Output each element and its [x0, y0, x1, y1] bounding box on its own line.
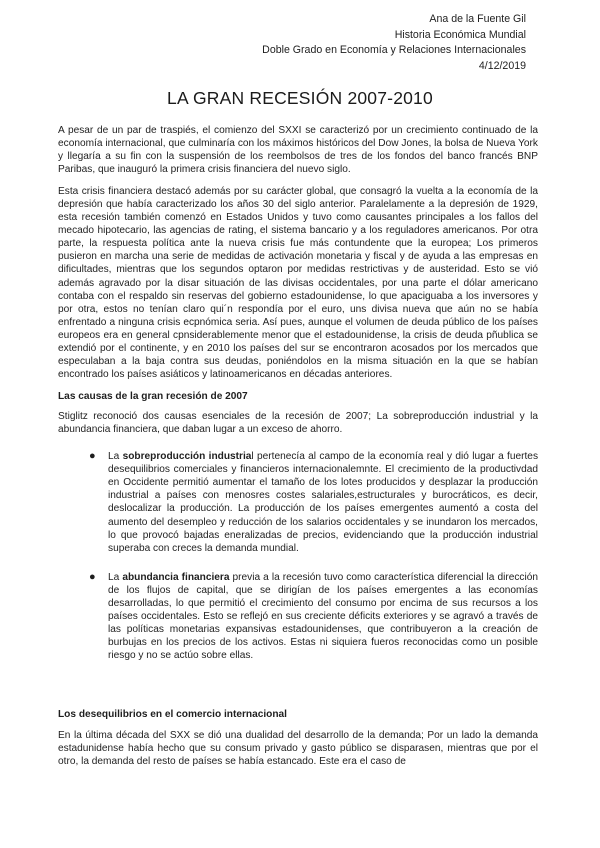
- list-item-text: l pertenecía al campo de la economía real y dió lugar a fuertes desequilibrios comerciales y financieros internacionalemnte. El crecimiento de la productivdad en Occidente permitió aumentar el tamaño de los lotes producidos y desplazar la producción industrial a países con menosres costes salariales,estructurales y burocráticos, es decir, deslocalizar la producción. La producción de los países emergentes aumentó a costa del aumento del desempleo y reducción de los salarios occidentales y se inundaron los mercados, lo que provocó bajadas eneralizadas de precios, evidenciando que la producción industrial superaba con creces la demanda mundial.: [108, 451, 539, 554]
- bullet-icon: ●: [89, 570, 96, 583]
- paragraph-demand-duality: En la última década del SXX se dió una dualidad del desarrollo de la demanda; Por un lado la demanda estadunidense había hecho que su consum privado y gasto público se disparasen, mientras que por el otro, la demanda del resto de países se había estancado. Este era el caso de: [58, 729, 538, 767]
- section-heading-causes: Las causas de la gran recesión de 2007: [58, 390, 248, 402]
- list-item-overproduction: [89, 450, 539, 555]
- causes-list: [58, 450, 538, 662]
- list-item-prefix: La: [108, 571, 123, 583]
- course-name: Historia Económica Mundial: [394, 28, 526, 41]
- paragraph-stiglitz: Stiglitz reconoció dos causas esenciales de la recesión de 2007; La sobreproducción industrial y la abundancia financiera, que daban lugar a un exceso de ahorro.: [58, 410, 538, 435]
- document-title: LA GRAN RECESIÓN 2007-2010: [167, 88, 433, 108]
- spacer: [58, 678, 538, 702]
- degree-name: Doble Grado en Economía y Relaciones Internacionales: [262, 44, 526, 56]
- list-item-text: previa a la recesión tuvo como característica diferencial la dirección de los flujos de capital, que se dirigían de los países emergentes a las economías desarrolladas, lo que permitió el crecimiento del consumo por encima de sus recursos a los países occidentales. Esto se reflejó en sus creciente déficits exteriores y se agravó a través de las políticas monetarias expansivas estadounidenses, que contribuyeron a la creación de burbujas en los precios de los activos. Estas ni siquiera fueros reconocidas como un posible riesgo y no se actúo sobre ellas.: [108, 571, 539, 662]
- paragraph-intro: A pesar de un par de traspiés, el comienzo del SXXI se caracterizó por un crecimiento continuado de la economía internacional, que culminaría con los máximos históricos del Dow Jones, la bolsa de Nueva York y llegaría a su fin con la suspensión de los reembolsos de tres de los fondos del banco francés BNP Paribas, que inauguró la primera crisis financiera del nuevo siglo.: [58, 125, 538, 176]
- document-header: [262, 12, 526, 74]
- author-name: Ana de la Fuente Gil: [429, 13, 526, 25]
- document-date: 4/12/2019: [478, 59, 526, 72]
- list-item-financial-abundance: [89, 570, 539, 663]
- list-item-prefix: La: [108, 451, 123, 463]
- bullet-icon: ●: [89, 450, 96, 463]
- paragraph-global-crisis: Esta crisis financiera destacó además por su carácter global, que consagró la vuelta a la economía de la depresión que había caracterizado los años 30 del siglo anterior. Paralelamente a la depresión de 1929, esta recesión también comenzó en Estados Unidos y tuvo como causantes principales a los fallos del mecado hipotecario, las agencias de rating, el sistema bancario y a los reguladores americanos. Por otra parte, la respuesta política ante la nueva crisis fue más contundente que la europea; Los primeros pusieron en marcha una serie de medidas de activación monetaria y fiscal y de ayuda a las empresas en dificultades, mientras que los segundos optaron por medidas restrictivas y de austeridad. Esto se vió además agravado por la disar situación de las divisas occidentales, por una parte el dólar americano contaba con el respaldo sin reservas del gobierno estadounidense, lo que apaciguaba a los inversores y por otra, estos no tenían claro qui´n respondía por el euro, uns divisa nueva que aún no se había enfrentado a ninguna crisis ecpnómica seria. Así pues, aunque el volumen de deuda público de los países europeos era en general cpnsiderablemente menor que el estadounidense, la crisis de deuda pñublica se extendió por el continente, y en 2010 los países del sur se encontraron acosados por los mercados que especulaban a la baja contra sus deudas, poniéndolos en la misma situación en la que se habían encontrado los países asiáticos y latinoamericanos en décadas anteriores.: [58, 185, 538, 381]
- document-body: [58, 124, 538, 776]
- list-item-term: sobreproducción industria: [122, 451, 252, 463]
- list-item-term: abundancia financiera: [122, 571, 230, 583]
- section-heading-trade-imbalances: Los desequilibrios en el comercio internacional: [58, 709, 287, 721]
